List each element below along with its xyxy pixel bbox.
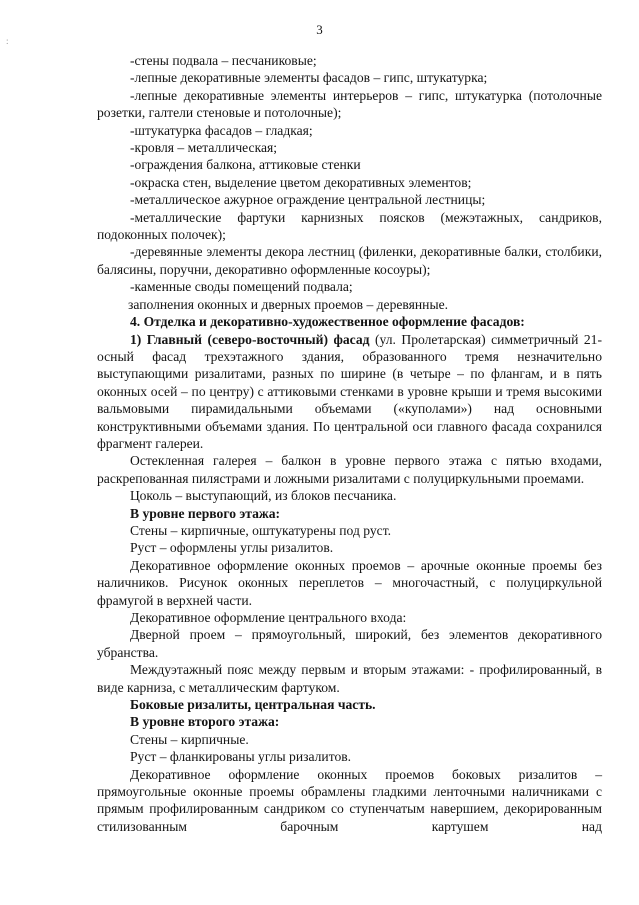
section-heading-facades: 4. Отделка и декоративно-художественное оформление фасадов: bbox=[130, 314, 525, 330]
list-item-roof: -кровля – металлическая; bbox=[130, 140, 278, 156]
list-item-stair-railing: -металлическое ажурное ограждение центральной лестницы; bbox=[130, 192, 486, 208]
list-item-window-door-fill: заполнения оконных и дверных проемов – деревянные. bbox=[128, 296, 449, 312]
document-body bbox=[97, 52, 602, 835]
list-item-facade-plaster: -штукатурка фасадов – гладкая; bbox=[130, 122, 313, 138]
subheading-first-floor: В уровне первого этажа: bbox=[130, 505, 281, 521]
list-item-basement-walls: -стены подвала – песчаниковые; bbox=[130, 53, 317, 68]
paragraph-interfloor-belt: Междуэтажный пояс между первым и вторым этажами: - профилированный, в виде карниза, с металлическим фартуком. bbox=[97, 662, 602, 695]
paragraph-main-facade bbox=[97, 331, 602, 453]
list-item-metal-flashings: -металлические фартуки карнизных поясков (межэтажных, сандриков, подоконных полочек); bbox=[97, 209, 602, 243]
page-number: 3 bbox=[316, 22, 323, 37]
paragraph-second-floor-rustication: Руст – фланкированы углы ризалитов. bbox=[130, 749, 352, 765]
paragraph-side-risalit-windows: Декоративное оформление оконных проемов боковых ризалитов – прямоугольные оконные проемы обрамлены гладкими ленточными наличниками с прямым профилированным сандриком со ступенчатым навершием, декорированным стилизованным барочным картушем над bbox=[97, 766, 602, 834]
list-item-interior-molding: -лепные декоративные элементы интерьеров – гипс, штукатурка (потолочные розетки, галтели стеновые и потолочные); bbox=[97, 87, 602, 121]
subheading-second-floor: В уровне второго этажа: bbox=[130, 714, 280, 730]
list-item-wall-painting: -окраска стен, выделение цветом декоративных элементов; bbox=[130, 174, 472, 190]
paragraph-doorway: Дверной проем – прямоугольный, широкий, без элементов декоративного убранства. bbox=[97, 627, 602, 660]
list-item-wooden-stair-decor: -деревянные элементы декора лестниц (филенки, декоративные балки, столбики, балясины, поручни, декоративно оформленные косоуры); bbox=[97, 244, 602, 277]
main-facade-title: 1) Главный (северо-восточный) фасад bbox=[130, 331, 370, 347]
paragraph-window-decoration: Декоративное оформление оконных проемов – арочные оконные проемы без наличников. Рисунок оконных переплетов – многочастный, с полуциркульной фрамугой в верхней части. bbox=[97, 557, 602, 608]
paragraph-second-floor-walls: Стены – кирпичные. bbox=[130, 731, 249, 747]
paragraph-plinth: Цоколь – выступающий, из блоков песчаника. bbox=[130, 488, 397, 504]
subheading-side-risalits: Боковые ризалиты, центральная часть. bbox=[130, 697, 376, 713]
paragraph-central-entrance: Декоративное оформление центрального входа: bbox=[130, 610, 407, 625]
paragraph-gallery: Остекленная галерея – балкон в уровне первого этажа с пятью входами, раскрепованная пилястрами и ложными ризалитами с полуциркульными проемами. bbox=[97, 453, 602, 486]
margin-mark: : bbox=[6, 36, 9, 46]
paragraph-first-floor-rustication: Руст – оформлены углы ризалитов. bbox=[130, 540, 334, 556]
paragraph-first-floor-walls: Стены – кирпичные, оштукатурены под руст. bbox=[130, 522, 392, 538]
main-facade-text: (ул. Пролетарская) симметричный 21-осный фасад трехэтажного здания, образованного тремя незначительно выступающими ризалитами, разных по ширине (в четыре – по флангам, и в пять оконных осей – по центру) с аттиковыми стенками в уровне крыши и тремя высокими вальмовыми пирамидальными объемами («куполами») над основными конструктивными объемами здания. По центральной оси главного фасада сохранился фрагмент галереи. bbox=[97, 331, 602, 451]
list-item-balcony-railing: -ограждения балкона, аттиковые стенки bbox=[130, 157, 361, 173]
list-item-stone-vaults: -каменные своды помещений подвала; bbox=[130, 279, 353, 295]
list-item-facade-molding: -лепные декоративные элементы фасадов – гипс, штукатурка; bbox=[130, 70, 488, 86]
